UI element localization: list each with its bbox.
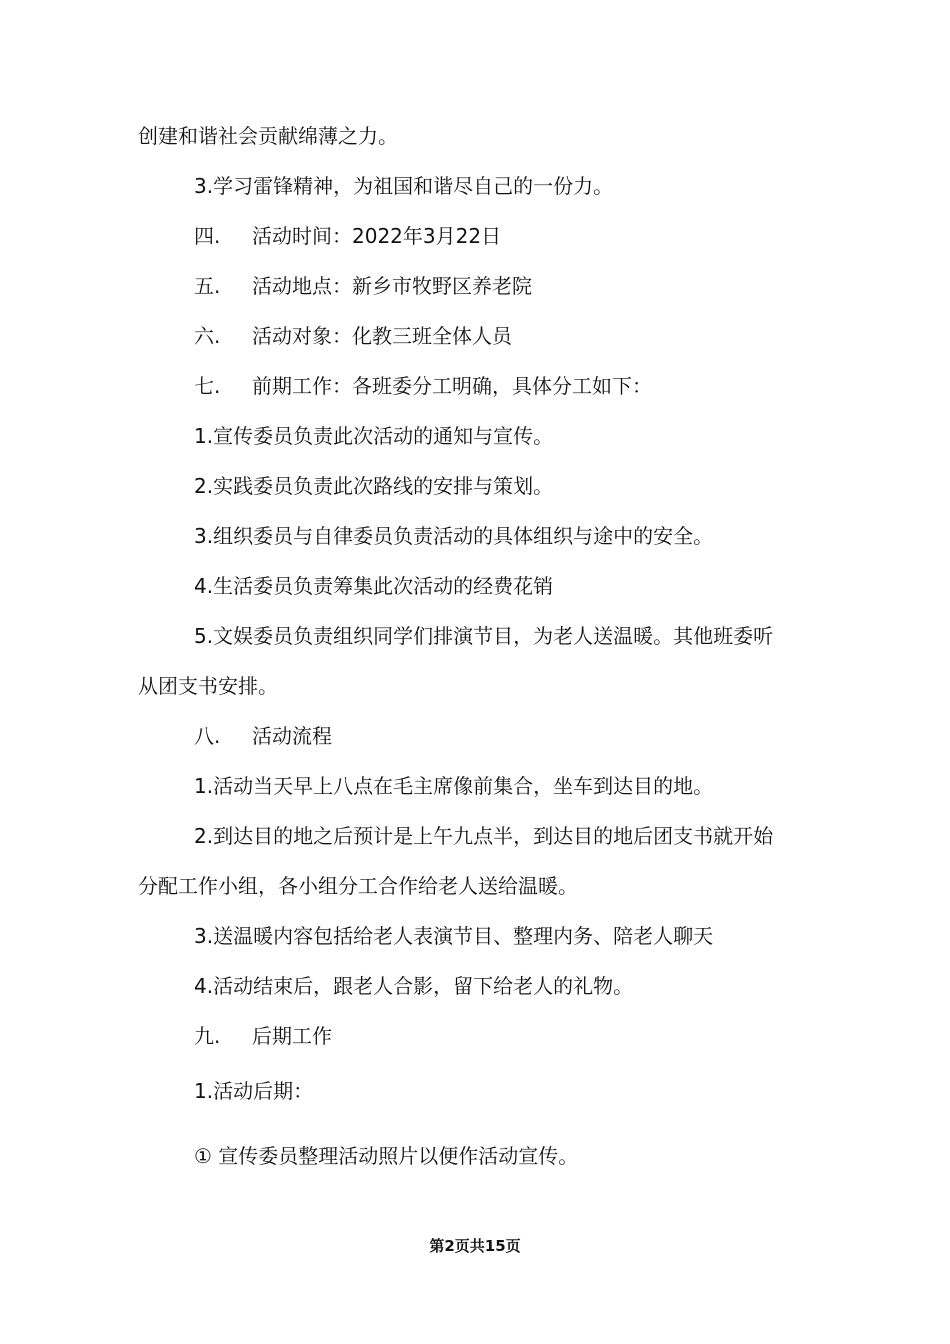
sub-list-item: ① 宣传委员整理活动照片以便作活动宣传。 bbox=[194, 1144, 579, 1168]
list-item: 1.活动当天早上八点在毛主席像前集合，坐车到达目的地。 bbox=[194, 774, 714, 798]
section-number: 五. bbox=[194, 274, 221, 298]
list-item: 1.活动后期： bbox=[194, 1079, 314, 1103]
list-item: 2.实践委员负责此次路线的安排与策划。 bbox=[194, 474, 554, 498]
section-heading: 五. 活动地点：新乡市牧野区养老院 bbox=[194, 271, 532, 301]
paragraph-line: 从团支书安排。 bbox=[138, 674, 278, 698]
list-item: 4.生活委员负责筹集此次活动的经费花销 bbox=[194, 574, 554, 598]
section-heading: 八. 活动流程 bbox=[194, 721, 332, 751]
paragraph-line: 分配工作小组，各小组分工合作给老人送给温暖。 bbox=[138, 874, 578, 898]
section-number: 四. bbox=[194, 224, 221, 248]
list-item: 3.学习雷锋精神，为祖国和谐尽自己的一份力。 bbox=[194, 174, 614, 198]
list-item: 3.送温暖内容包括给老人表演节目、整理内务、陪老人聊天 bbox=[194, 924, 714, 948]
section-heading: 六. 活动对象：化教三班全体人员 bbox=[194, 321, 512, 351]
page-number-footer: 第2页共15页 bbox=[429, 1237, 521, 1255]
section-heading: 七. 前期工作：各班委分工明确，具体分工如下： bbox=[194, 371, 652, 401]
list-item: 5.文娱委员负责组织同学们排演节目，为老人送温暖。其他班委听 bbox=[194, 624, 774, 648]
section-heading: 四. 活动时间：2022年3月22日 bbox=[194, 221, 501, 251]
section-number: 八. bbox=[194, 724, 221, 748]
section-heading: 九. 后期工作 bbox=[194, 1021, 332, 1051]
list-item: 3.组织委员与自律委员负责活动的具体组织与途中的安全。 bbox=[194, 524, 714, 548]
list-item: 4.活动结束后，跟老人合影，留下给老人的礼物。 bbox=[194, 974, 634, 998]
section-number: 七. bbox=[194, 374, 221, 398]
list-item: 2.到达目的地之后预计是上午九点半，到达目的地后团支书就开始 bbox=[194, 824, 774, 848]
section-number: 九. bbox=[194, 1024, 221, 1048]
section-number: 六. bbox=[194, 324, 221, 348]
list-item: 1.宣传委员负责此次活动的通知与宣传。 bbox=[194, 424, 554, 448]
paragraph-line: 创建和谐社会贡献绵薄之力。 bbox=[138, 124, 398, 148]
